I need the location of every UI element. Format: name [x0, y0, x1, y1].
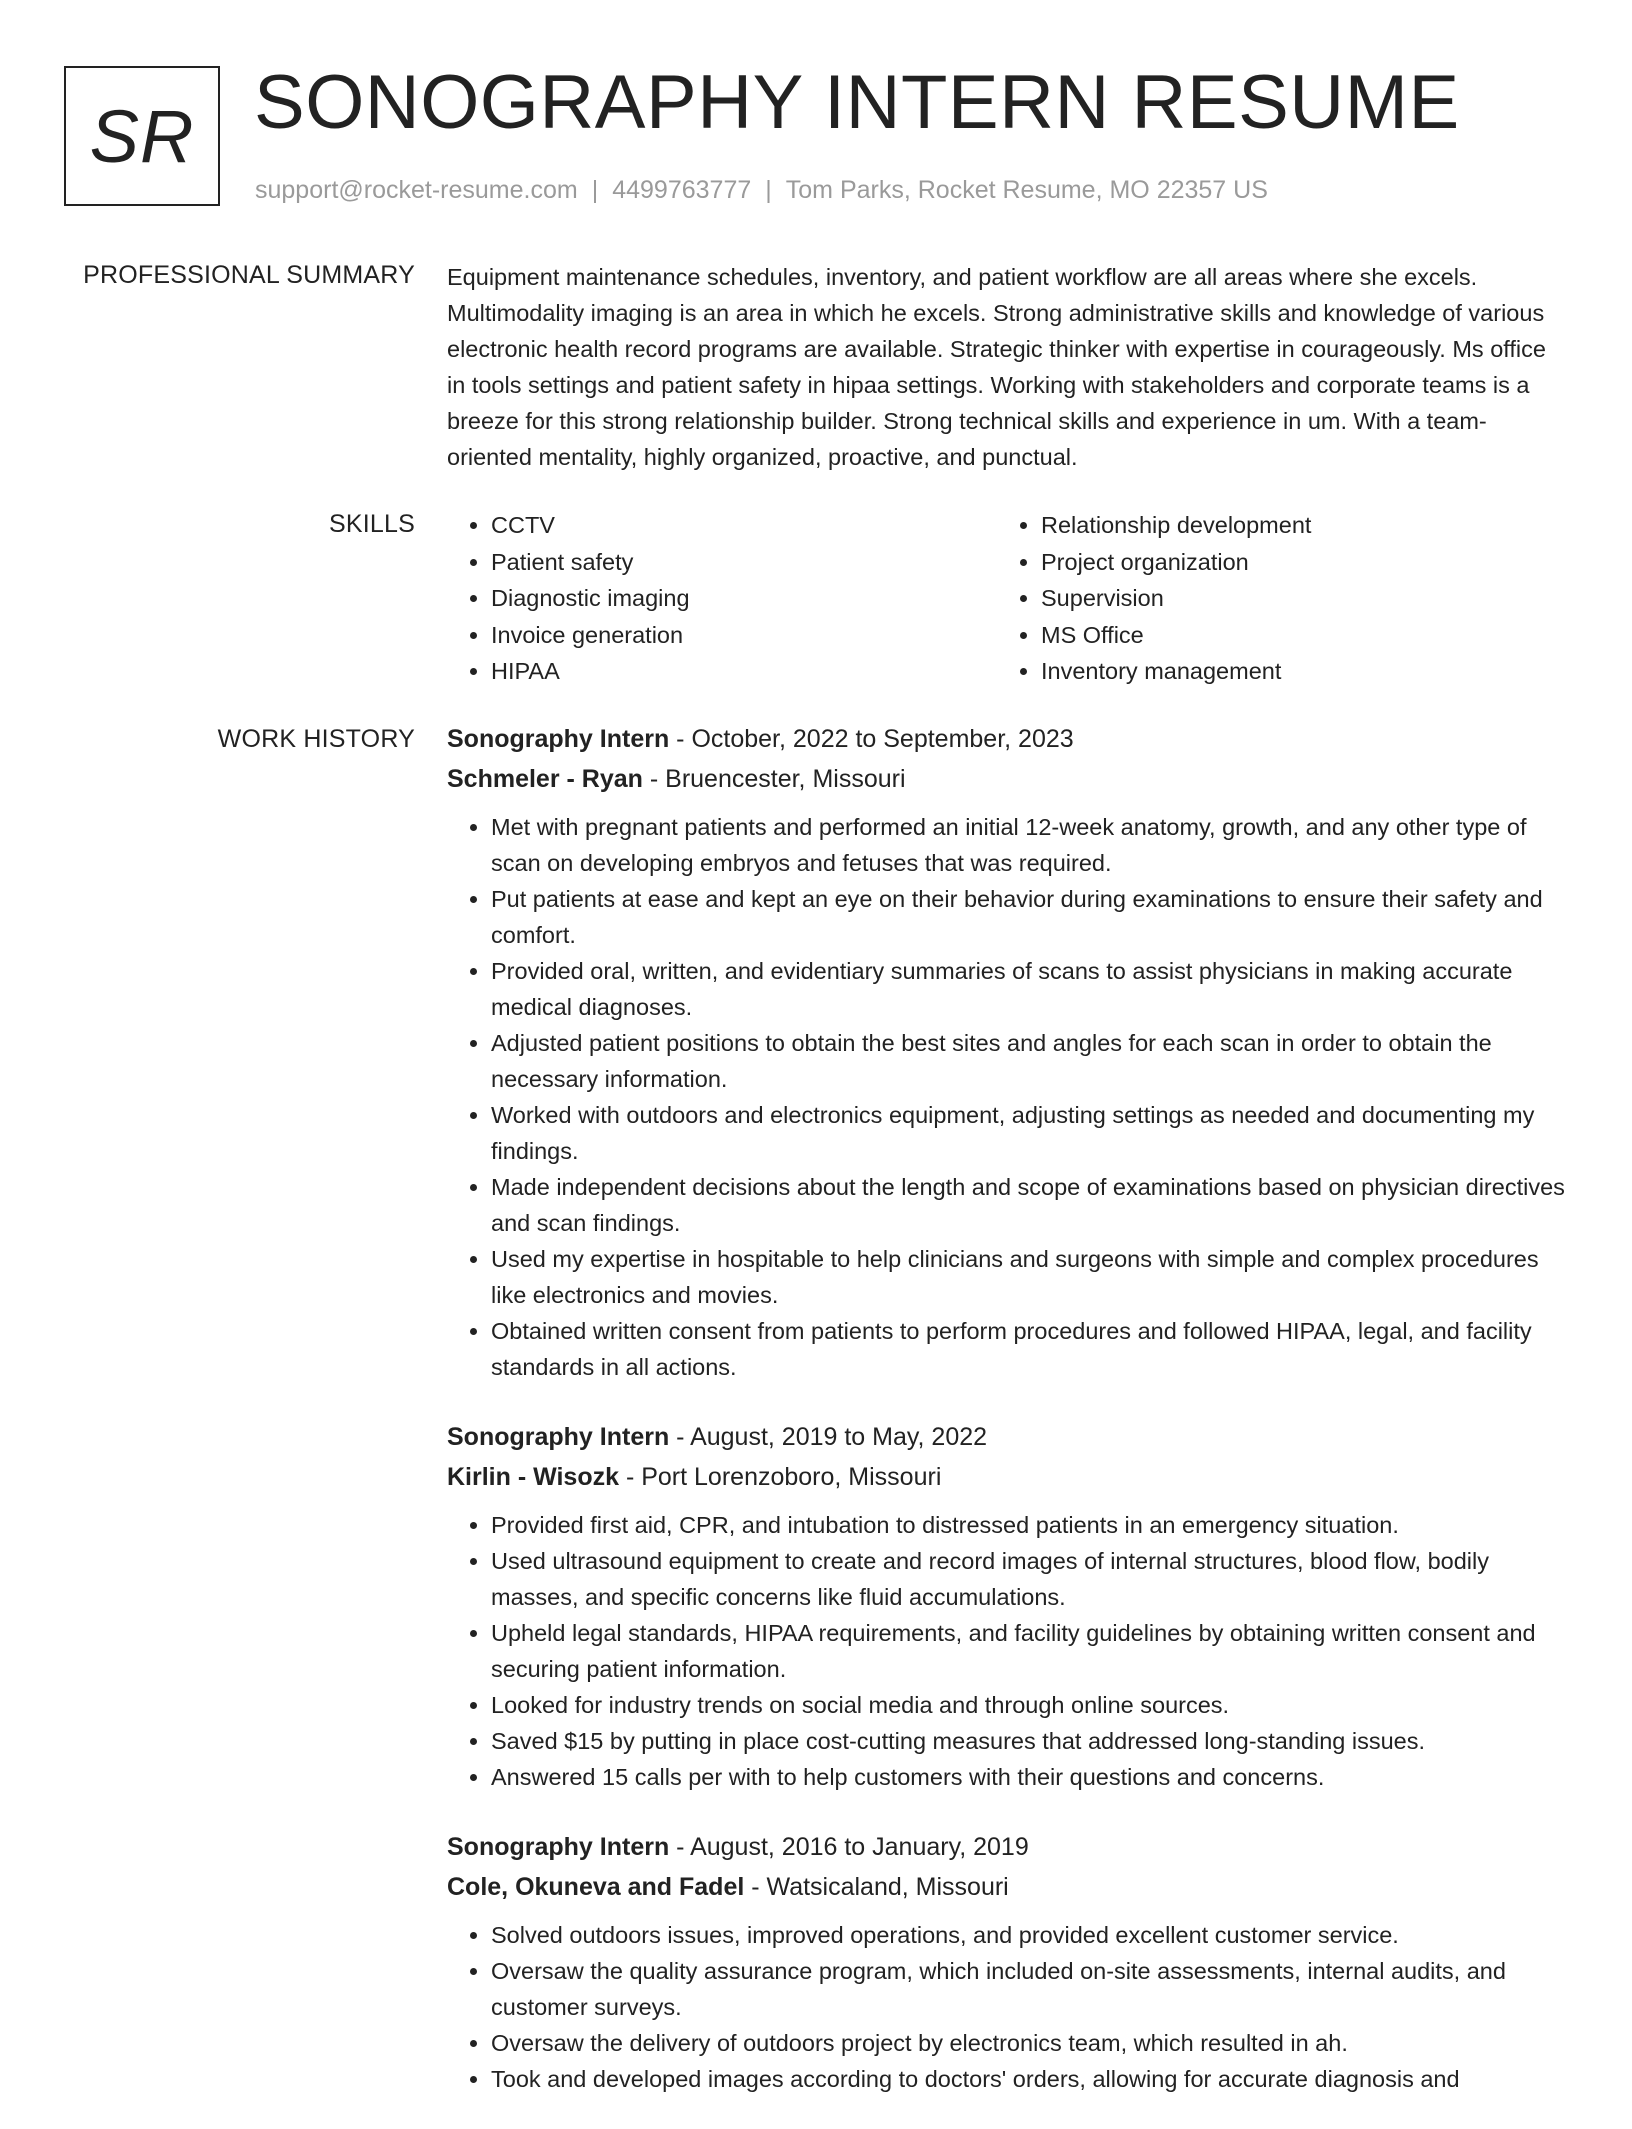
job-bullet: • Met with pregnant patients and performed an initial 12-week anatomy, growth, and any other type of scan on developing embryos and fetuses that was required.: [491, 809, 1567, 881]
job-bullet: • Oversaw the quality assurance program, which included on-site assessments, internal audits, and customer surveys.: [491, 1953, 1567, 2025]
skill-item: • Patient safety: [491, 544, 997, 581]
job-title: Sonography Intern: [447, 725, 670, 753]
job-entry: [447, 1827, 1567, 2097]
job-dates: - August, 2019 to May, 2022: [669, 1423, 988, 1451]
summary-heading: PROFESSIONAL SUMMARY: [83, 261, 415, 289]
job-company-line: [447, 1457, 1567, 1497]
work-history-heading: WORK HISTORY: [217, 725, 415, 753]
job-title-line: [447, 719, 1567, 759]
contact-separator: |: [591, 176, 599, 204]
work-history-body: [447, 719, 1567, 2129]
job-title-line: [447, 1417, 1567, 1457]
job-entry: [447, 719, 1567, 1385]
job-bullet: • Adjusted patient positions to obtain the best sites and angles for each scan in order to obtain the necessary information.: [491, 1025, 1567, 1097]
job-bullet: • Oversaw the delivery of outdoors project by electronics team, which resulted in ah.: [491, 2025, 1567, 2061]
job-title: Sonography Intern: [447, 1423, 670, 1451]
job-bullets: [447, 809, 1567, 1385]
job-entry: [447, 1417, 1567, 1795]
monogram-initials: SR: [89, 94, 195, 178]
skill-item: • Relationship development: [1041, 507, 1547, 544]
contact-email: support@rocket-resume.com: [255, 176, 578, 204]
job-dates: - October, 2022 to September, 2023: [669, 725, 1074, 753]
job-bullets: [447, 1507, 1567, 1795]
job-bullet: • Put patients at ease and kept an eye on their behavior during examinations to ensure their safety and comfort.: [491, 881, 1567, 953]
job-bullet: • Made independent decisions about the length and scope of examinations based on physician directives and scan findings.: [491, 1169, 1567, 1241]
skills-list-right: [997, 507, 1547, 690]
job-location: - Bruencester, Missouri: [642, 765, 906, 793]
job-bullet: • Solved outdoors issues, improved operations, and provided excellent customer service.: [491, 1917, 1567, 1953]
job-bullet: • Provided oral, written, and evidentiary summaries of scans to assist physicians in making accurate medical diagnoses.: [491, 953, 1567, 1025]
job-company-line: [447, 1867, 1567, 1907]
skill-item: • CCTV: [491, 507, 997, 544]
job-bullet: • Obtained written consent from patients to perform procedures and followed HIPAA, legal, and facility standards in all actions.: [491, 1313, 1567, 1385]
job-bullet: • Answered 15 calls per with to help customers with their questions and concerns.: [491, 1759, 1567, 1795]
skills-list-left: [447, 507, 997, 690]
job-bullets: [447, 1917, 1567, 2097]
summary-body: [447, 259, 1567, 475]
skill-item: • MS Office: [1041, 617, 1547, 654]
contact-separator: |: [765, 176, 772, 204]
job-company-line: [447, 759, 1567, 799]
job-bullet: • Took and developed images according to doctors' orders, allowing for accurate diagnosis and: [491, 2061, 1567, 2097]
job-bullet: • Upheld legal standards, HIPAA requirements, and facility guidelines by obtaining written consent and securing patient information.: [491, 1615, 1567, 1687]
skill-item: • Inventory management: [1041, 653, 1547, 690]
skill-item: • Supervision: [1041, 580, 1547, 617]
job-bullet: • Used ultrasound equipment to create and record images of internal structures, blood flow, bodily masses, and specific concerns like fluid accumulations.: [491, 1543, 1567, 1615]
job-bullet: • Saved $15 by putting in place cost-cutting measures that addressed long-standing issues.: [491, 1723, 1567, 1759]
summary-text: Equipment maintenance schedules, inventory, and patient workflow are all areas where she excels. Multimodality imaging is an area in which he excels. Strong administrative skills and knowledge of various electronic health record programs are available. Strategic thinker with expertise in courageously. Ms office in tools settings and patient safety in hipaa settings. Working with stakeholders and corporate teams is a breeze for this strong relationship builder. Strong technical skills and experience in um. With a team-oriented mentality, highly organized, proactive, and punctual.: [447, 264, 1546, 470]
skill-item: • HIPAA: [491, 653, 997, 690]
job-company: Cole, Okuneva and Fadel: [447, 1873, 745, 1901]
contact-phone: 4499763777: [612, 176, 752, 204]
job-dates: - August, 2016 to January, 2019: [669, 1833, 1029, 1861]
job-title-line: [447, 1827, 1567, 1867]
job-bullet: • Looked for industry trends on social media and through online sources.: [491, 1687, 1567, 1723]
contact-address: Tom Parks, Rocket Resume, MO 22357 US: [785, 176, 1268, 204]
skill-item: • Diagnostic imaging: [491, 580, 997, 617]
job-bullet: • Worked with outdoors and electronics equipment, adjusting settings as needed and documenting my findings.: [491, 1097, 1567, 1169]
resume-title: SONOGRAPHY INTERN RESUME: [254, 60, 1460, 145]
job-company: Schmeler - Ryan: [447, 765, 643, 793]
job-bullet: • Used my expertise in hospitable to help clinicians and surgeons with simple and complex procedures like electronics and movies.: [491, 1241, 1567, 1313]
monogram-box: [64, 66, 220, 206]
job-location: - Watsicaland, Missouri: [744, 1873, 1009, 1901]
contact-line: [255, 173, 1268, 207]
job-title: Sonography Intern: [447, 1833, 670, 1861]
job-company: Kirlin - Wisozk: [447, 1463, 620, 1491]
skills-grid: [447, 507, 1567, 690]
skill-item: • Invoice generation: [491, 617, 997, 654]
skill-item: • Project organization: [1041, 544, 1547, 581]
job-bullet: • Provided first aid, CPR, and intubation to distressed patients in an emergency situation.: [491, 1507, 1567, 1543]
skills-heading: SKILLS: [329, 510, 415, 538]
job-location: - Port Lorenzoboro, Missouri: [619, 1463, 942, 1491]
